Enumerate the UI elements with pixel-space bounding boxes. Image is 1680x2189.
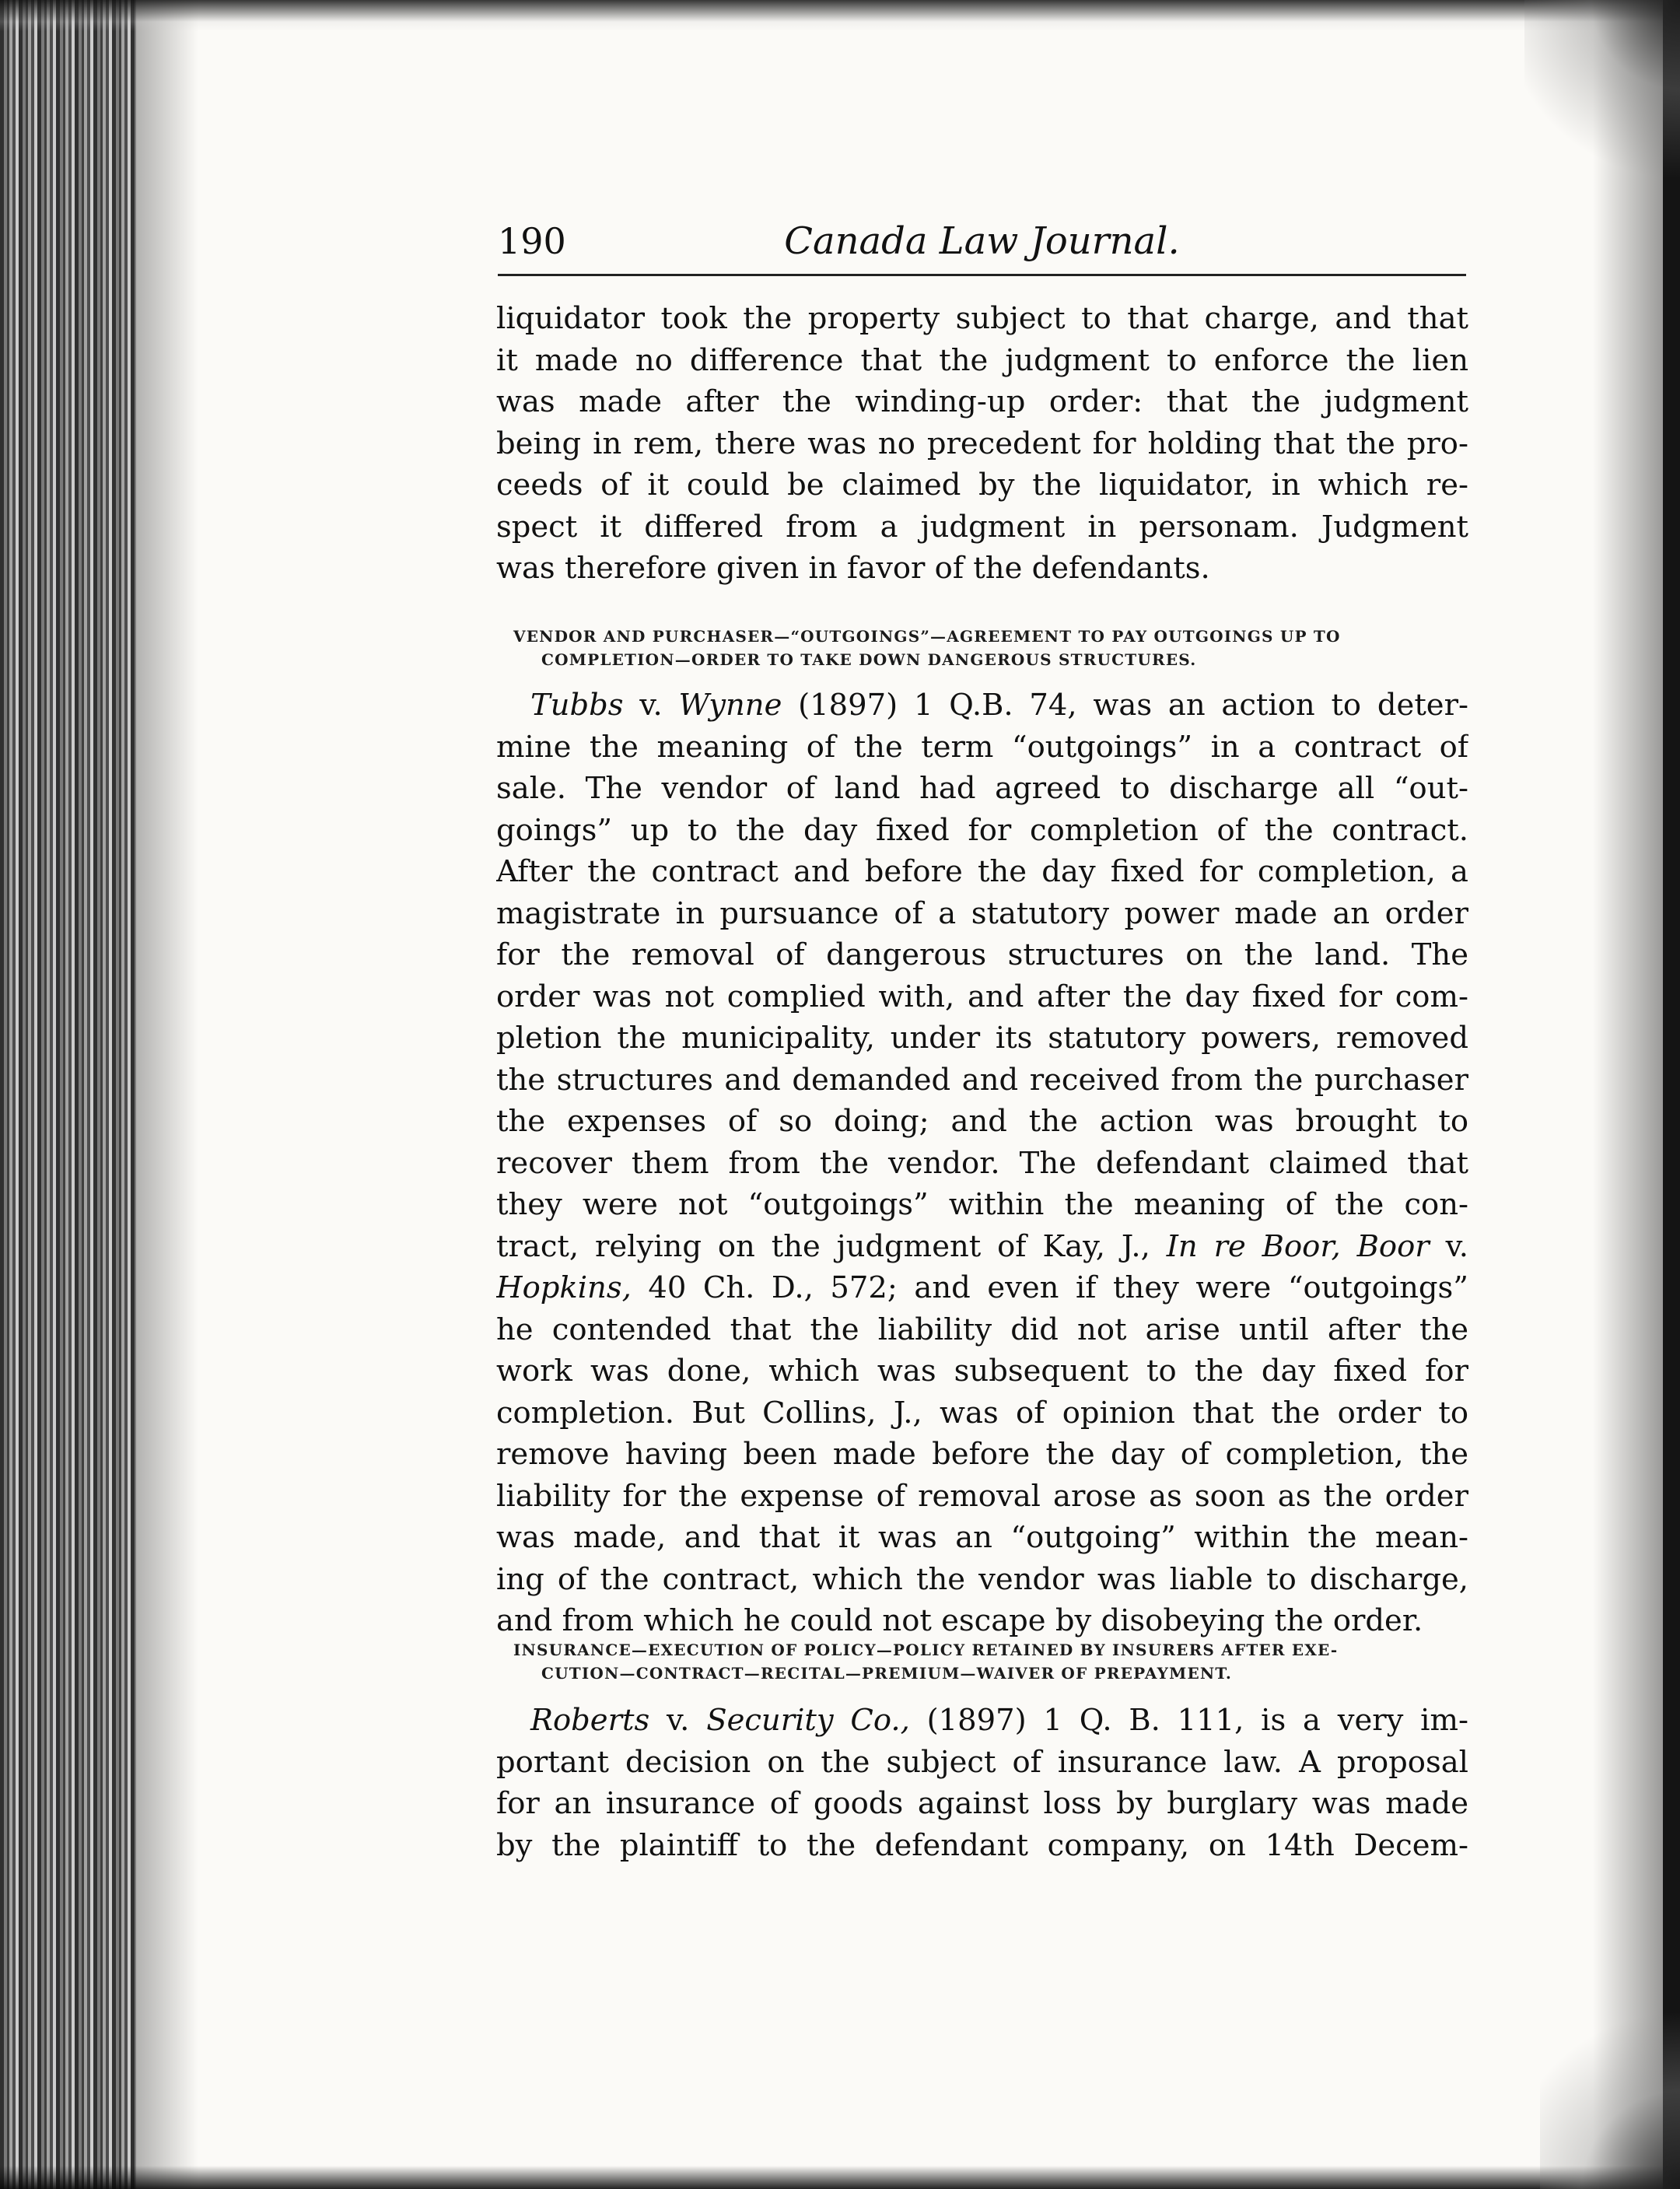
text-line: ceeds of it could be claimed by the liquidator, in which re-	[496, 468, 1468, 503]
text-line: was made after the winding-up order: that the judgment	[496, 384, 1468, 419]
text-line	[496, 1700, 1468, 1742]
section-heading-vendor-purchaser	[513, 625, 1466, 671]
text-line: sale. The vendor of land had agreed to discharge all “out-	[496, 771, 1468, 806]
text-line: pletion the municipality, under its statutory powers, removed	[496, 1021, 1468, 1056]
paragraph-lines	[496, 1742, 1468, 1867]
text-line: magistrate in pursuance of a statutory power made an order	[496, 895, 1468, 931]
text-line	[496, 685, 1468, 727]
section-heading-insurance	[513, 1638, 1466, 1685]
text-segment: tract, relying on the judgment of Kay, J.,	[496, 1228, 1167, 1264]
text-line: liability for the expense of removal arose as soon as the order	[496, 1478, 1468, 1514]
paragraph-lines	[496, 1309, 1468, 1642]
text-line: for an insurance of goods against loss by burglary was made	[496, 1786, 1468, 1821]
text-line	[496, 1267, 1468, 1309]
case-name: Roberts	[530, 1703, 650, 1738]
text-line: work was done, which was subsequent to the day fixed for	[496, 1354, 1468, 1389]
citation-text: (1897) 1 Q.B. 74, was an action to deter-	[782, 688, 1468, 723]
right-page-shadow	[1593, 0, 1663, 2189]
case-name: Hopkins,	[496, 1270, 632, 1305]
paragraph-liquidator	[496, 298, 1468, 590]
case-name: Wynne	[678, 688, 782, 723]
text-line: by the plaintiff to the defendant company, on 14th Decem-	[496, 1827, 1468, 1863]
text-line: recover them from the vendor. The defendant claimed that	[496, 1145, 1468, 1181]
text-line: and from which he could not escape by disobeying the order.	[496, 1603, 1423, 1638]
text-line: After the contract and before the day fixed for completion, a	[496, 854, 1468, 889]
heading-line: COMPLETION—ORDER TO TAKE DOWN DANGEROUS STRUCTURES.	[541, 650, 1197, 669]
text-line	[496, 1226, 1468, 1268]
text-segment: 40 Ch. D., 572; and even if they were “outgoings”	[631, 1270, 1468, 1305]
text-line: mine the meaning of the term “outgoings” in a contract of	[496, 729, 1468, 765]
text-segment: v.	[1429, 1228, 1468, 1264]
text-line: goings” up to the day fixed for completion of the contract.	[496, 812, 1468, 848]
text-line: spect it differed from a judgment in personam. Judgment	[496, 509, 1468, 545]
heading-line: INSURANCE—EXECUTION OF POLICY—POLICY RETAINED BY INSURERS AFTER EXE-	[513, 1641, 1339, 1659]
page-header	[498, 219, 1466, 276]
case-name: In re Boor, Boor	[1166, 1228, 1430, 1264]
paragraph-roberts-v-security	[496, 1700, 1468, 1866]
text-line: ing of the contract, which the vendor was liable to discharge,	[496, 1561, 1468, 1597]
top-page-edge	[0, 0, 1680, 31]
paragraph-tubbs-v-wynne	[496, 685, 1468, 1642]
bottom-right-corner-shadow	[1540, 1987, 1680, 2189]
case-name: Tubbs	[530, 688, 624, 723]
right-page-edge	[1663, 0, 1680, 2189]
text-line: order was not complied with, and after the day fixed for com-	[496, 979, 1468, 1014]
text-line: it made no difference that the judgment to enforce the lien	[496, 342, 1468, 378]
text-line: remove having been made before the day of completion, the	[496, 1437, 1468, 1472]
text-line: was made, and that it was an “outgoing” within the mean-	[496, 1520, 1468, 1555]
text-line: the expenses of so doing; and the action was brought to	[496, 1104, 1468, 1139]
page-number: 190	[498, 220, 566, 262]
text-line: they were not “outgoings” within the meaning of the con-	[496, 1187, 1468, 1222]
text-line: portant decision on the subject of insurance law. A proposal	[496, 1744, 1468, 1780]
journal-title: Canada Law Journal.	[784, 219, 1180, 263]
case-name: Security Co.,	[706, 1703, 910, 1738]
text-line: the structures and demanded and received from the purchaser	[496, 1062, 1468, 1098]
case-versus: v.	[623, 688, 679, 723]
text-line: liquidator took the property subject to that charge, and that	[496, 301, 1468, 336]
paragraph-lines	[496, 727, 1468, 1226]
text-line: completion. But Collins, J., was of opinion that the order to	[496, 1395, 1468, 1431]
top-right-corner-shadow	[1524, 0, 1680, 202]
text-line: he contended that the liability did not arise until after the	[496, 1312, 1468, 1347]
bottom-page-edge	[0, 2166, 1680, 2189]
citation-text: (1897) 1 Q. B. 111, is a very im-	[909, 1703, 1468, 1738]
text-line: being in rem, there was no precedent for holding that the pro-	[496, 426, 1468, 461]
case-versus: v.	[649, 1703, 707, 1738]
text-line: for the removal of dangerous structures on the land. The	[496, 937, 1468, 972]
text-line: was therefore given in favor of the defendants.	[496, 551, 1210, 586]
heading-line: CUTION—CONTRACT—RECITAL—PREMIUM—WAIVER OF PREPAYMENT.	[541, 1664, 1233, 1683]
book-binding-edge	[0, 0, 136, 2189]
heading-line: VENDOR AND PURCHASER—“OUTGOINGS”—AGREEMENT TO PAY OUTGOINGS UP TO	[513, 627, 1341, 646]
gutter-shadow	[136, 0, 198, 2189]
